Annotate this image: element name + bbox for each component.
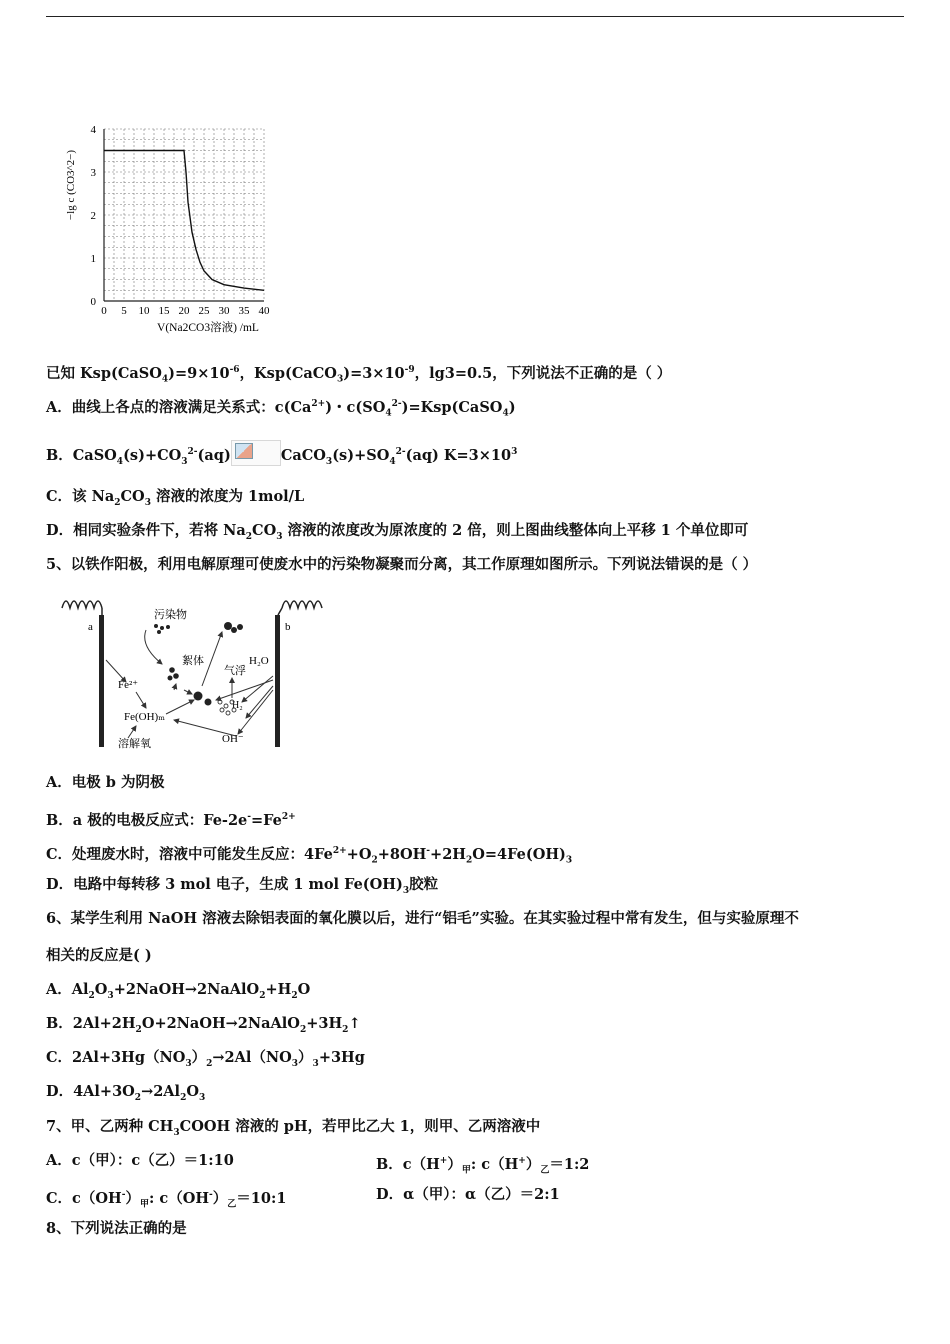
- q5-option-c: C．处理废水时，溶液中可能发生反应：$4Fe^{2+}+O_2+8OH^-+2H_2O=4Fe(OH)_3$: [46, 845, 573, 866]
- q4-option-b-left: B．$CaSO_4(s)+CO_3^{2-}(aq)$: [46, 447, 231, 467]
- q7-option-b: B．$c(H^+)_甲$: $c(H^+)_乙=1:2$: [376, 1155, 590, 1176]
- q6-stem-line1: 6、某学生利用 NaOH 溶液去除铝表面的氧化膜以后，进行“铝毛”实验。在其实验过程中常有发生，但与实验原理不: [46, 910, 799, 927]
- broken-image-icon: [231, 440, 281, 466]
- q4-option-b: [46, 440, 517, 472]
- y-tick-label: 0: [90, 296, 96, 308]
- label-fe2: Fe²⁺: [118, 679, 139, 691]
- label-float: 气浮: [224, 665, 246, 677]
- q4-chart: [56, 115, 296, 340]
- label-h2: H₂: [232, 700, 243, 711]
- label-oh: OH⁻: [222, 733, 244, 745]
- q4-option-d: D．相同实验条件下，若将 $Na_2CO_3$ 溶液的浓度改为原浓度的 2 倍，则上图曲线整体向上平移 1 个单位即可: [46, 522, 749, 542]
- x-tick-label: 40: [258, 305, 270, 317]
- q7-option-d: D．α（甲）：α（乙）＝2:1: [376, 1186, 560, 1203]
- x-tick-label: 25: [198, 305, 210, 317]
- q6-option-d: D．$4Al+3O_2\to 2Al_2O_3$: [46, 1083, 206, 1103]
- y-tick-label: 1: [90, 253, 96, 265]
- x-tick-label: 30: [218, 305, 230, 317]
- x-tick-label: 35: [238, 305, 250, 317]
- q5-electrolysis-diagram: [56, 590, 326, 755]
- header-rule: [46, 16, 904, 17]
- y-tick-label: 3: [90, 167, 96, 179]
- label-floc: 絮体: [182, 655, 204, 667]
- q4-option-b-right: $CaCO_3(s)+SO_4^{2-}(aq)$ $K=3\times 10^3$: [280, 447, 518, 467]
- q6-option-a: A．$Al_2O_3+2NaOH\to 2NaAlO_2+H_2O$: [46, 981, 311, 1001]
- electrode-a: [99, 615, 104, 747]
- label-h2o: H₂O: [249, 655, 269, 667]
- label-o2: 溶解氧: [118, 738, 151, 750]
- q5-option-d: D．电路中每转移 3 mol 电子，生成 1 mol $Fe(OH)_3$胶粒: [46, 876, 439, 896]
- label-feoh: Fe(OH)ₘ: [124, 711, 165, 723]
- chart-x-label: V(Na2CO3溶液) /mL: [157, 322, 259, 334]
- label-b: b: [285, 621, 291, 633]
- label-a: a: [88, 621, 93, 633]
- x-tick-label: 20: [178, 305, 190, 317]
- label-pollutant: 污染物: [154, 609, 187, 621]
- y-tick-label: 2: [90, 210, 96, 222]
- q4-option-a: A．曲线上各点的溶液满足关系式：$c(Ca^{2+})$・$c(SO_4^{2-})=Ksp(CaSO_4)$: [46, 398, 516, 419]
- q7-option-c: C．$c(OH^-)_甲$: $c(OH^-)_乙=10:1$: [46, 1189, 287, 1210]
- q6-option-b: B．$2Al+2H_2O+2NaOH\to 2NaAlO_2+3H_2↑$: [46, 1015, 361, 1035]
- q4-option-c: C．该 $Na_2CO_3$ 溶液的浓度为 1mol/L: [46, 488, 305, 508]
- q6-stem-line2: 相关的反应是( ): [46, 947, 152, 964]
- coil-b: [282, 601, 322, 608]
- x-tick-label: 5: [121, 305, 127, 317]
- q5-stem: 5、以铁作阳极，利用电解原理可使废水中的污染物凝聚而分离，其工作原理如图所示。下列说法错误的是（ ）: [46, 556, 758, 573]
- q5-option-a: A．电极 b 为阴极: [46, 774, 165, 791]
- x-tick-label: 0: [101, 305, 107, 317]
- q4-stem: 已知 $Ksp(CaSO_4)=9\times 10^{-6}$，$Ksp(CaCO_3)=3\times 10^{-9}$，lg3=0.5，下列说法不正确的是（ ）: [46, 364, 672, 385]
- q6-option-c: C．$2Al+3Hg(NO_3)_2\to 2Al(NO_3)_3+3Hg$: [46, 1049, 365, 1069]
- q8-stem: 8、下列说法正确的是: [46, 1220, 187, 1237]
- coil-a: [62, 601, 102, 608]
- x-tick-label: 10: [138, 305, 150, 317]
- electrode-b: [275, 615, 280, 747]
- q7-stem: 7、甲、乙两种 $CH_3COOH$ 溶液的 pH，若甲比乙大 1，则甲、乙两溶液中: [46, 1118, 541, 1138]
- q7-option-a: A．c（甲）：c（乙）＝1:10: [46, 1152, 234, 1169]
- q5-option-b: B．a 极的电极反应式：$Fe-2e^-=Fe^{2+}$: [46, 811, 296, 829]
- chart-y-label: −lg c (CO3^2−): [65, 149, 77, 221]
- x-tick-label: 15: [158, 305, 170, 317]
- y-tick-label: 4: [90, 124, 96, 136]
